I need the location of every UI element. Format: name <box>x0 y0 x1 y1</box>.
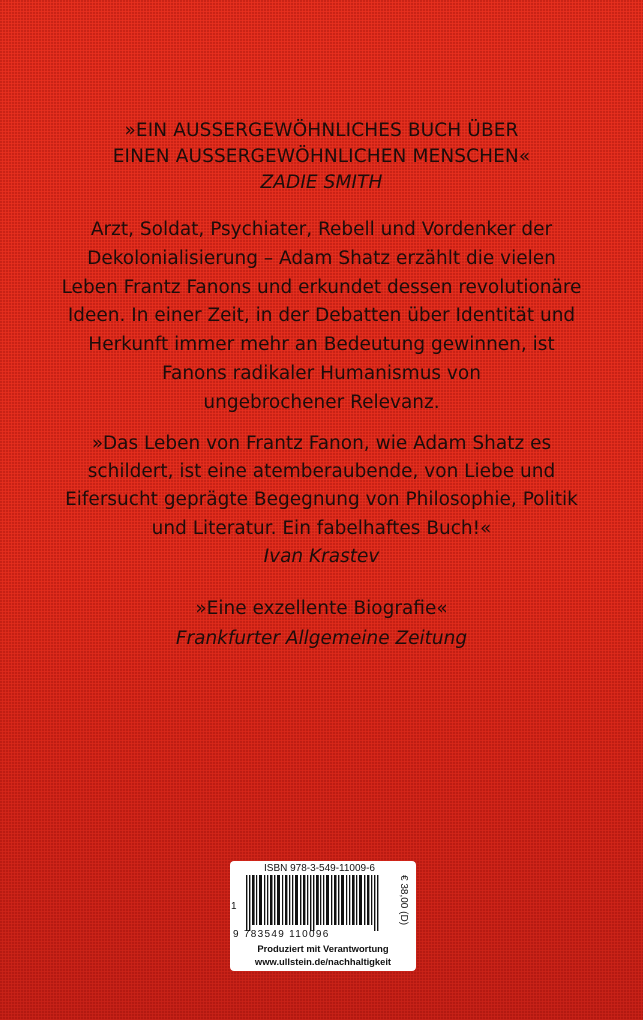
quote-line: »Eine exzellente Biografie« <box>195 598 448 619</box>
quote-author: ZADIE SMITH <box>260 172 383 193</box>
quote-line: schildert, ist eine atemberaubende, von Liebe und <box>87 461 556 483</box>
isbn-label: ISBN 978-3-549-11009-6 <box>264 863 375 874</box>
quote-author: Frankfurter Allgemeine Zeitung <box>175 628 468 649</box>
book-description <box>0 216 643 418</box>
quote-author: Ivan Krastev <box>263 545 380 567</box>
barcode-box <box>230 861 416 971</box>
quote-line: »Das Leben von Frantz Fanon, wie Adam Shatz es <box>91 433 552 454</box>
publisher-url: www.ullstein.de/nachhaltigkeit <box>254 956 392 967</box>
description-line: Ideen. In einer Zeit, in der Debatten über Identität und <box>67 305 576 327</box>
description-line: Fanons radikaler Humanismus von <box>162 362 481 384</box>
quote-line: und Literatur. Ein fabelhaftes Buch!« <box>151 517 492 539</box>
barcode-digits: 9 783549 110096 <box>233 929 330 940</box>
quote-ivan-krastev <box>0 430 643 571</box>
description-line: ungebrochener Relevanz. <box>203 391 440 413</box>
barcode-bars <box>238 875 390 931</box>
quote-line: »EIN AUSSERGEWÖHNLICHES BUCH ÜBER <box>124 120 519 141</box>
quote-faz <box>0 594 643 654</box>
barcode-first-digit: 1 <box>231 901 237 912</box>
quote-line: Eifersucht geprägte Begegnung von Philosophie, Politik <box>65 489 578 511</box>
quote-line: EINEN AUSSERGEWÖHNLICHEN MENSCHEN« <box>112 146 531 167</box>
quote-zadie-smith <box>0 118 643 196</box>
price-label: € 38,00 (D) <box>398 875 409 926</box>
description-line: Arzt, Soldat, Psychiater, Rebell und Vordenker der <box>90 219 553 240</box>
description-line: Dekolonialisierung – Adam Shatz erzählt die vielen <box>87 247 556 269</box>
produced-label: Produziert mit Verantwortung <box>257 943 389 954</box>
description-line: Leben Frantz Fanons und erkundet dessen revolutionäre <box>61 276 582 298</box>
description-line: Herkunft immer mehr an Bedeutung gewinnen, ist <box>88 334 555 356</box>
